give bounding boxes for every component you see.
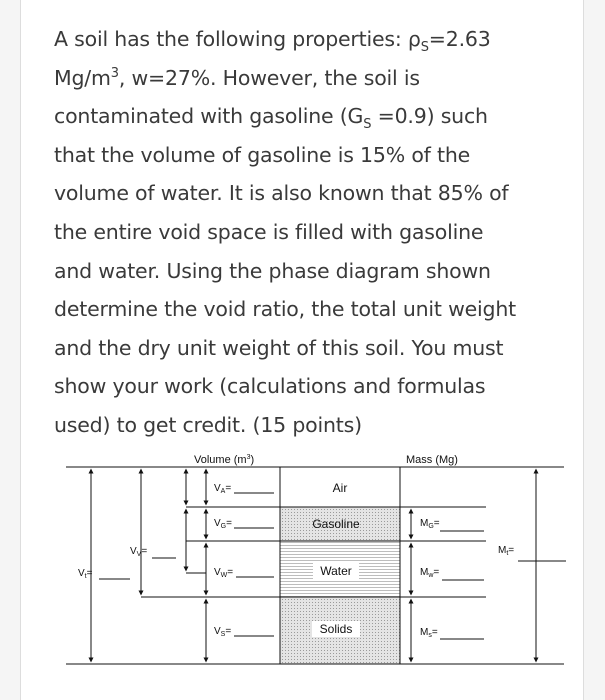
volume-labels [78, 483, 274, 638]
problem-card [20, 0, 584, 700]
problem-line-7: and water. Using the phase diagram shown [54, 258, 491, 283]
water-label: Water [320, 564, 352, 578]
phase-diagram [66, 443, 576, 675]
problem-line-9: and the dry unit weight of this soil. You must [54, 335, 504, 360]
phase-column [280, 467, 400, 664]
mass-labels [420, 518, 566, 639]
gasoline-label: Gasoline [312, 517, 360, 531]
problem-line-6: the entire void space is filled with gasoline [54, 219, 484, 244]
mg-label: $M_G=$ [420, 518, 440, 530]
mt-label: $M_t=$ [498, 545, 515, 557]
problem-line-2: $Mg/m^3$, w=27%. However, the soil is [54, 65, 420, 90]
vg-label: $V_G=$ [214, 518, 232, 530]
mass-header: Mass (Mg) [406, 454, 458, 466]
air-label: Air [332, 481, 348, 495]
ms-label: $M_s=$ [420, 627, 438, 639]
vv-label: $V_V=$ [130, 546, 148, 558]
problem-line-3: contaminated with gasoline $(G_S =0.9)$ such [54, 104, 488, 133]
va-label: $V_A=$ [214, 483, 232, 495]
problem-line-10: show your work (calculations and formulas [54, 374, 486, 399]
problem-line-1: A soil has the following properties: $\rho_S=2.63$ [54, 27, 491, 56]
mw-label: $M_w=$ [420, 567, 440, 579]
volume-header: Volume $(m^3)$ [194, 454, 255, 466]
problem-line-11: used) to get credit. (15 points) [54, 412, 362, 437]
vw-label: $V_W=$ [214, 567, 234, 579]
solids-label: Solids [319, 622, 353, 636]
vs-label: $V_S=$ [214, 626, 232, 638]
problem-statement [54, 20, 574, 445]
problem-line-8: determine the void ratio, the total unit weight [54, 297, 516, 322]
problem-line-4: that the volume of gasoline is 15% of the [54, 142, 471, 167]
problem-line-5: volume of water. It is also known that 85% of [54, 181, 509, 206]
vt-label: $V_t=$ [78, 568, 93, 580]
